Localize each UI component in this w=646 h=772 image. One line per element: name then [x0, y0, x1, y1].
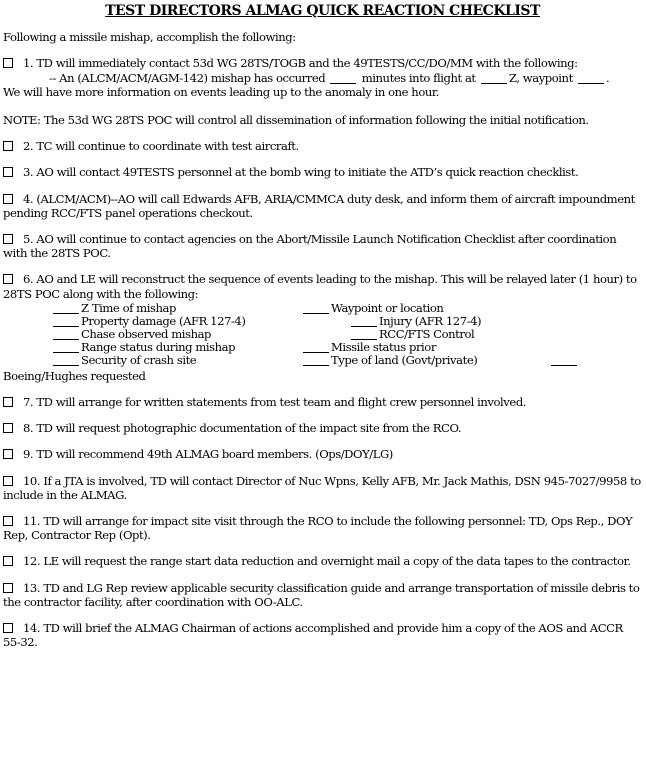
checkbox[interactable]	[3, 274, 13, 284]
checklist-item-7: 7. TD will arrange for written statements from test team and flight crew personnel involved.	[3, 395, 642, 409]
checklist-page	[0, 4, 646, 772]
checklist-item-1: 1. TD will immediately contact 53d WG 28TS/TOGB and the 49TESTS/CC/DO/MM with the following: -- An (ALCM/ACM/AGM-142) mishap has occurred minutes into flight at Z, waypoint . We will have more information on events leading up to the anomaly in one hour.	[3, 56, 610, 99]
checkbox[interactable]	[3, 556, 13, 566]
blank[interactable]	[53, 329, 79, 340]
checklist-item-12: 12. LE will request the range start data reduction and overnight mail a copy of the data tapes to the contractor.	[3, 554, 642, 568]
blank[interactable]	[53, 355, 79, 366]
checkbox[interactable]	[3, 397, 13, 407]
checkbox[interactable]	[3, 623, 13, 633]
waypoint-blank[interactable]	[578, 73, 604, 84]
checkbox[interactable]	[3, 476, 13, 486]
checklist-item-9: 9. TD will recommend 49th ALMAG board members. (Ops/DOY/LG)	[3, 447, 642, 461]
blank[interactable]	[303, 355, 329, 366]
checklist-item-10: 10. If a JTA is involved, TD will contact Director of Nuc Wpns, Kelly AFB, Mr. Jack Mathis, DSN 945-7027/9958 to include in the ALMAG.	[3, 473, 641, 502]
checklist-item-4: 4. (ALCM/ACM)--AO will call Edwards AFB, ARIA/CMMCA duty desk, and inform them of aircraft impoundment pending RCC/FTS panel operations checkout.	[3, 191, 635, 220]
note-text: NOTE: The 53d WG 28TS POC will control all dissemination of information following the initial notification.	[3, 113, 589, 128]
checkbox[interactable]	[3, 141, 13, 151]
checkbox[interactable]	[3, 423, 13, 433]
checklist-item-6: 6. AO and LE will reconstruct the sequence of events leading to the mishap. This will be relayed later (1 hour) to 28TS POC along with the following: Z Time of mishap Property damage (AFR 127-4) Chase observed mishap Range status during mishap Security of crash site Waypoint or location Injury (AFR 127-4) RCC/FTS Control Missile status prior Type of land (Govt/private) Boeing/Hughes requested	[3, 272, 642, 383]
minutes-blank[interactable]	[330, 73, 356, 84]
blank[interactable]	[303, 342, 329, 353]
checklist-item-11: 11. TD will arrange for impact site visit through the RCO to include the following personnel: TD, Ops Rep., DOY Rep, Contractor Rep (Opt).	[3, 514, 633, 543]
checklist-item-2: 2. TC will continue to coordinate with test aircraft.	[3, 139, 642, 153]
checklist-item-5: 5. AO will continue to contact agencies on the Abort/Missile Launch Notification Checklist after coordination with the 28TS POC.	[3, 232, 617, 261]
checklist-item-8: 8. TD will request photographic documentation of the impact site from the RCO.	[3, 421, 642, 435]
blank[interactable]	[53, 303, 79, 314]
blank[interactable]	[551, 355, 577, 366]
blank[interactable]	[303, 303, 329, 314]
blank[interactable]	[351, 329, 377, 340]
checkbox[interactable]	[3, 449, 13, 459]
item6-tail: Boeing/Hughes requested	[3, 368, 146, 383]
checklist-item-14: 14. TD will brief the ALMAG Chairman of actions accomplished and provide him a copy of the AOS and ACCR 55-32.	[3, 621, 623, 650]
blank[interactable]	[351, 316, 377, 327]
checklist-item-3: 3. AO will contact 49TESTS personnel at the bomb wing to initiate the ATD’s quick reaction checklist.	[3, 165, 642, 179]
checklist-item-13: 13. TD and LG Rep review applicable security classification guide and arrange transportation of missile debris to the contractor facility, after coordination with OO-ALC.	[3, 580, 640, 609]
mishap-info-list: Z Time of mishap Property damage (AFR 127-4) Chase observed mishap Range status during mishap Security of crash site Waypoint or location Injury (AFR 127-4) RCC/FTS Control Missile status prior Type of land (Govt/private)	[3, 301, 642, 369]
time-blank[interactable]	[481, 73, 507, 84]
checkbox[interactable]	[3, 516, 13, 526]
checkbox[interactable]	[3, 167, 13, 177]
page-title: TEST DIRECTORS ALMAG QUICK REACTION CHECKLIST	[105, 3, 540, 19]
checkbox[interactable]	[3, 234, 13, 244]
checkbox[interactable]	[3, 58, 13, 68]
checkbox[interactable]	[3, 583, 13, 593]
blank[interactable]	[53, 342, 79, 353]
blank[interactable]	[53, 316, 79, 327]
checkbox[interactable]	[3, 194, 13, 204]
intro-text: Following a missile mishap, accomplish the following:	[3, 30, 296, 45]
